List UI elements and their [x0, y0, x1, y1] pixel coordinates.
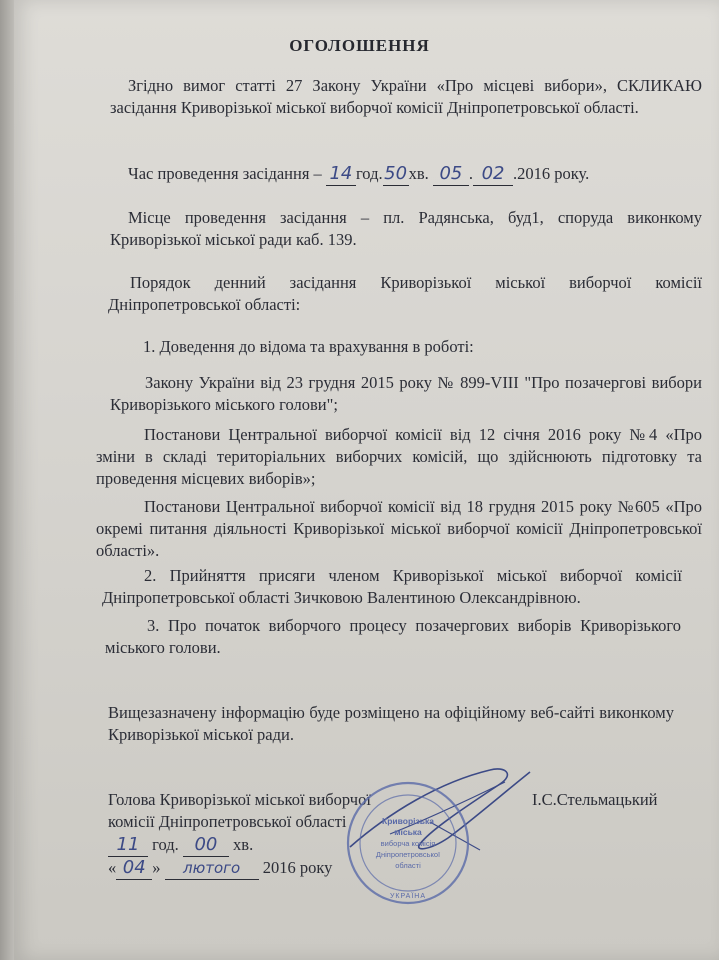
- time-minute-value: 50: [384, 163, 408, 184]
- agenda-subitem-1: Закону України від 23 грудня 2015 року № 899-VIII "Про позачергові вибори Криворізького міського голови";: [110, 373, 702, 414]
- sign-date-open-quote: «: [108, 858, 117, 877]
- agenda-item-3: 3. Про початок виборчого процесу позачергових виборів Криворізького міського голови.: [105, 616, 681, 657]
- place-paragraph: Місце проведення засідання – пл. Радянська, буд1, споруда виконкому Криворізької міської ради каб. 139.: [110, 208, 702, 249]
- time-hour-field: [326, 163, 356, 186]
- document-title: ОГОЛОШЕННЯ: [289, 36, 430, 55]
- intro-paragraph: Згідно вимог статті 27 Закону України «Про місцеві вибори», СКЛИКАЮ засідання Криворізької міської виборчої комісії Дніпропетровської області.: [110, 76, 702, 117]
- time-minute-field: [383, 163, 409, 186]
- chair-title-line-2: комісії Дніпропетровської області: [108, 812, 347, 831]
- chair-title-line-1: Голова Криворізької міської виборчої: [108, 790, 371, 809]
- sign-hour-value: 11: [116, 834, 140, 855]
- sign-hour-unit: год.: [152, 835, 179, 854]
- sign-minute-unit: хв.: [233, 835, 254, 854]
- sign-year: 2016 року: [262, 858, 333, 877]
- agenda-subitem-2: Постанови Центральної виборчої комісії від 12 січня 2016 року №4 «Про зміни в складі територіальних виборчих комісій, що здійснюють підготовку та проведення місцевих виборів»;: [96, 425, 702, 488]
- sign-hour-field: [108, 834, 148, 857]
- stamp-line-2: міська: [394, 827, 422, 837]
- stamp-line-1: Криворізька: [382, 816, 434, 826]
- time-prefix: Час проведення засідання –: [128, 164, 322, 183]
- sign-minute-value: 00: [194, 834, 218, 855]
- date-day-field: [433, 163, 469, 186]
- date-year: .2016 року.: [513, 164, 590, 183]
- time-hour-unit: год.: [355, 164, 383, 183]
- sign-day-field: [116, 857, 152, 880]
- agenda-item-1: 1. Доведення до відома та врахування в роботі:: [143, 337, 474, 356]
- date-month-value: 02: [481, 163, 505, 184]
- date-day-value: 05: [439, 163, 463, 184]
- time-hour-value: 14: [329, 163, 353, 184]
- official-stamp: [343, 778, 473, 908]
- time-minute-unit: хв.: [408, 164, 429, 183]
- stamp-line-5: області: [395, 861, 421, 870]
- sign-minute-field: [183, 834, 229, 857]
- stamp-line-4: Дніпропетровської: [375, 850, 441, 859]
- sign-month-field: [165, 857, 259, 880]
- notice-paragraph: Вищезазначену інформацію буде розміщено на офіційному веб-сайті виконкому Криворізької міської ради.: [108, 703, 674, 744]
- meeting-time-line: Час проведення засідання – 14 год.50хв. 05 . 02 .2016 року.: [128, 163, 590, 184]
- sign-month-value: лютого: [183, 859, 241, 877]
- stamp-bottom-text: УКРАЇНА: [389, 893, 427, 900]
- agenda-intro: Порядок денний засідання Криворізької міської виборчої комісії Дніпропетровської області:: [108, 273, 702, 314]
- agenda-subitem-3: Постанови Центральної виборчої комісії від 18 грудня 2015 року №605 «Про окремі питання діяльності Криворізької міської виборчої комісії Дніпропетровської області».: [96, 497, 702, 560]
- agenda-item-2: 2. Прийняття присяги членом Криворізької міської виборчої комісії Дніпропетровської області Зичковою Валентиною Олександрівною.: [102, 566, 682, 607]
- signature-date-line: [108, 857, 368, 880]
- date-month-field: [473, 163, 513, 186]
- chair-name: І.С.Стельмацький: [532, 790, 658, 809]
- sign-day-value: 04: [122, 857, 146, 878]
- stamp-line-3: виборча комісія: [380, 839, 436, 848]
- sign-date-close-quote: »: [152, 858, 161, 877]
